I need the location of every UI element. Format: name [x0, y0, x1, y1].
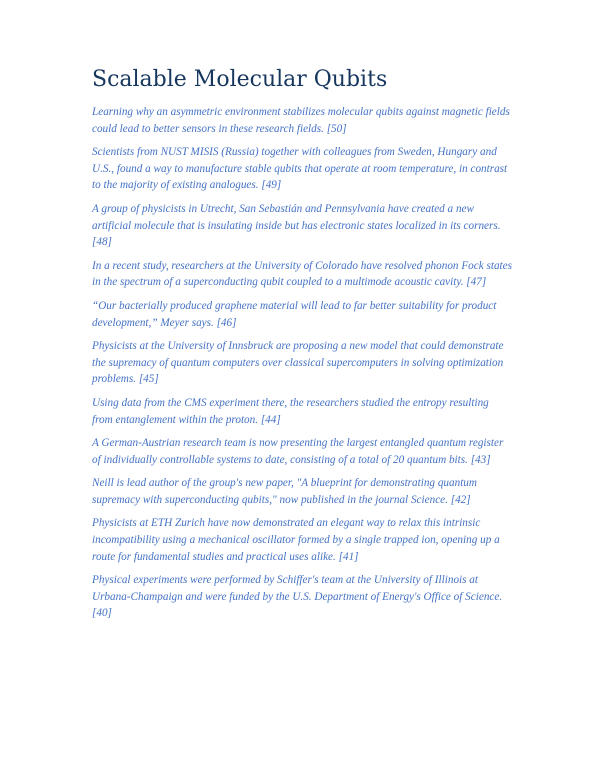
abstract-entry-43: A German-Austrian research team is now presenting the largest entangled quantum register of individually controllable systems to date, consisting of a total of 20 quantum bits. [43] — [92, 437, 504, 466]
abstract-entry-47: In a recent study, researchers at the University of Colorado have resolved phonon Fock states in the spectrum of a superconducting qubit coupled to a multimode acoustic cavity. [47] — [92, 259, 512, 289]
abstract-entry-49: Scientists from NUST MISIS (Russia) together with colleagues from Sweden, Hungary and U.S., found a way to manufacture stable qubits that operate at room temperature, in contrast to the majority of existing analogues. [49] — [92, 146, 508, 192]
abstract-entry-41: Physicists at ETH Zurich have now demonstrated an elegant way to relax this intrinsic incompatibility using a mechanical oscillator formed by a single trapped ion, opening up a route for fundamental studies and practical uses alike. [41] — [92, 517, 500, 563]
abstract-entry-50: Learning why an asymmetric environment stabilizes molecular qubits against magnetic fields could lead to better sensors in these research fields. [50] — [92, 106, 510, 135]
abstract-entry-45: Physicists at the University of Innsbruck are proposing a new model that could demonstrate the supremacy of quantum computers over classical supercomputers in solving optimization problems. [45] — [92, 340, 504, 386]
abstract-list — [92, 104, 512, 629]
abstract-entry-46: “Our bacterially produced graphene material will lead to far better suitability for product development,” Meyer says. [46] — [92, 299, 497, 329]
abstract-entry-42: Neill is lead author of the group's new paper, "A blueprint for demonstrating quantum supremacy with superconducting qubits," now published in the journal Science. [42] — [92, 477, 477, 506]
page-title: Scalable Molecular Qubits — [92, 67, 388, 92]
abstract-entry-44: Using data from the CMS experiment there, the researchers studied the entropy resulting from entanglement within the proton. [44] — [92, 396, 489, 426]
abstract-entry-40: Physical experiments were performed by Schiffer's team at the University of Illinois at Urbana-Champaign and were funded by the U.S. Department of Energy's Office of Science. [40] — [92, 574, 503, 620]
abstract-entry-48: A group of physicists in Utrecht, San Sebastián and Pennsylvania have created a new artificial molecule that is insulating inside but has electronic states localized in its corners. [48] — [92, 202, 501, 249]
